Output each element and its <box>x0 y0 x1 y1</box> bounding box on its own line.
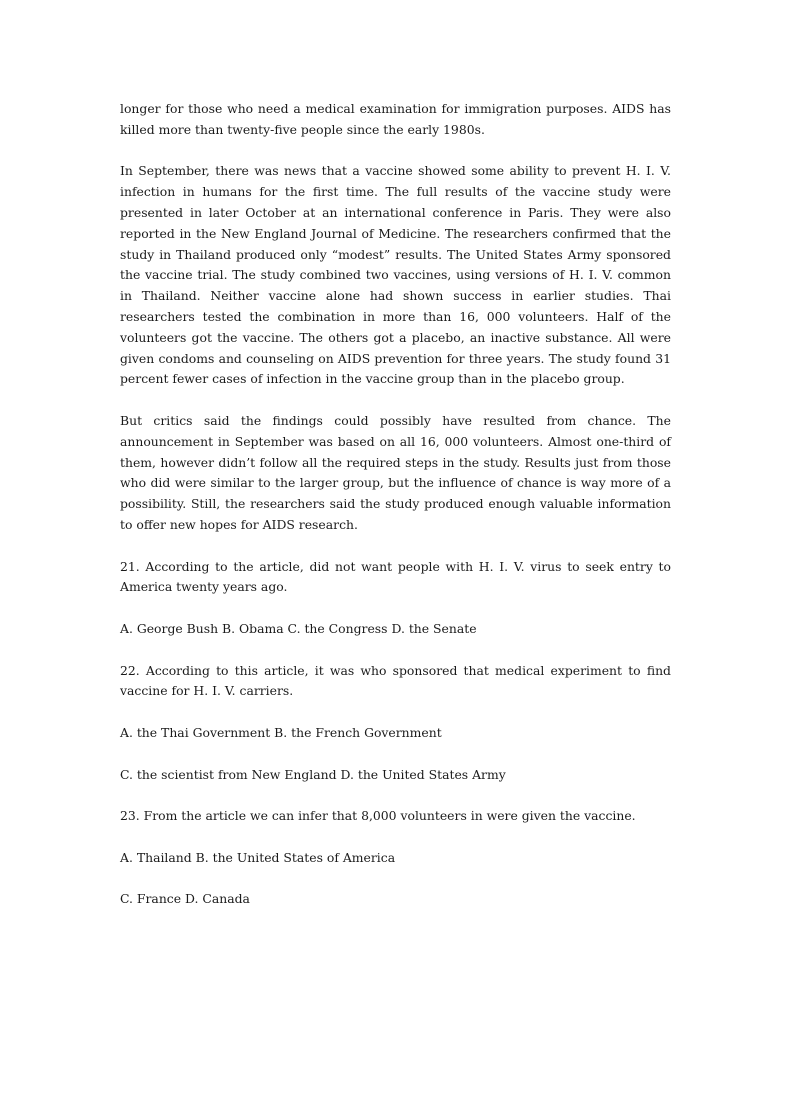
question-22-stem: 22. According to this article, it was who sponsored that medical experiment to find vaccine for H. I. V. carriers. <box>120 662 671 699</box>
article-paragraph-1: longer for those who need a medical examination for immigration purposes. AIDS has killed more than twenty-five people since the early 1980s. <box>120 101 671 137</box>
question-23-options-line-1: A. Thailand B. the United States of America <box>120 849 396 865</box>
question-22-options-line-2: C. the scientist from New England D. the United States Army <box>120 766 506 782</box>
question-22-options-line-1: A. the Thai Government B. the French Government <box>120 724 442 740</box>
question-23-options-line-2: C. France D. Canada <box>120 891 250 907</box>
question-21-options: A. George Bush B. Obama C. the Congress D. the Senate <box>120 620 477 636</box>
document-page <box>120 99 671 931</box>
question-21-stem: 21. According to the article, did not want people with H. I. V. virus to seek entry to America twenty years ago. <box>120 558 671 595</box>
question-23-stem: 23. From the article we can infer that 8,000 volunteers in were given the vaccine. <box>120 808 636 824</box>
article-paragraph-3: But critics said the findings could possibly have resulted from chance. The announcement in September was based on all 16, 000 volunteers. Almost one-third of them, however didn’t follow all the required steps in the study. Results just from those who did were similar to the larger group, but the influence of chance is way more of a possibility. Still, the researchers said the study produced enough valuable information to offer new hopes for AIDS research. <box>120 412 671 532</box>
article-paragraph-2: In September, there was news that a vaccine showed some ability to prevent H. I. V. infection in humans for the first time. The full results of the vaccine study were presented in later October at an international conference in Paris. They were also reported in the New England Journal of Medicine. The researchers confirmed that the study in Thailand produced only “modest” results. The United States Army sponsored the vaccine trial. The study combined two vaccines, using versions of H. I. V. common in Thailand. Neither vaccine alone had shown success in earlier studies. Thai researchers tested the combination in more than 16, 000 volunteers. Half of the volunteers got the vaccine. The others got a placebo, an inactive substance. All were given condoms and counseling on AIDS prevention for three years. The study found 31 percent fewer cases of infection in the vaccine group than in the placebo group. <box>120 163 671 387</box>
